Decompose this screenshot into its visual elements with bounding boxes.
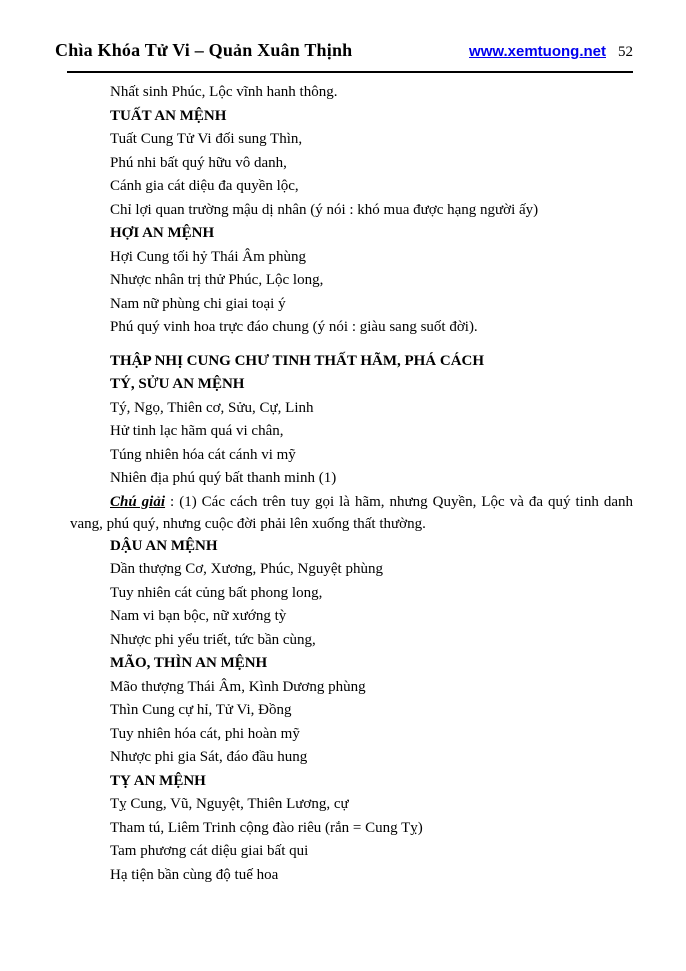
document-body — [70, 81, 633, 887]
verse-line: Tuất Cung Tử Vi đối sung Thìn, — [110, 131, 303, 147]
verse-line: Tam phương cát diệu giai bất qui — [110, 843, 309, 859]
note-paragraph — [70, 491, 633, 535]
verse-line: Nhược nhân trị thử Phúc, Lộc long, — [110, 272, 324, 288]
verse-line: Mão thượng Thái Âm, Kình Dương phùng — [110, 678, 366, 695]
website-link[interactable]: www.xemtuong.net — [469, 43, 606, 60]
verse-line: Hử tinh lạc hãm quá vi chân, — [110, 423, 284, 439]
verse-line: Nam vi bạn bộc, nữ xướng tỳ — [110, 608, 287, 624]
verse-line: Phú nhi bất quý hữu vô danh, — [110, 154, 287, 171]
book-title: Chìa Khóa Tử Vi – Quản Xuân Thịnh — [55, 40, 353, 60]
verse-line: Hợi Cung tối hỷ Thái Âm phùng — [110, 248, 306, 265]
section-heading: TỴ AN MỆNH — [110, 772, 206, 789]
verse-line: Thìn Cung cự hỉ, Tử Vi, Đồng — [110, 702, 292, 718]
verse-line: Cánh gia cát diệu đa quyền lộc, — [110, 178, 299, 194]
header-right — [469, 43, 633, 61]
verse-line: Chỉ lợi quan trường mậu dị nhân (ý nói : khó mua được hạng người ấy) — [110, 201, 539, 218]
section-heading: TÝ, SỬU AN MỆNH — [110, 376, 245, 392]
section-heading: THẬP NHỊ CUNG CHƯ TINH THẤT HÃM, PHÁ CÁCH — [110, 352, 485, 369]
section-heading: MÃO, THÌN AN MỆNH — [110, 655, 268, 671]
verse-line: Túng nhiên hóa cát cánh vi mỹ — [110, 446, 296, 463]
verse-line: Nhiên địa phú quý bất thanh minh (1) — [110, 470, 337, 486]
verse-line: Tuy nhiên hóa cát, phi hoàn mỹ — [110, 725, 300, 742]
section-heading: HỢI AN MỆNH — [110, 225, 215, 241]
section-heading: DẬU AN MỆNH — [110, 537, 218, 554]
section-heading: TUẤT AN MỆNH — [110, 107, 227, 124]
header-divider — [67, 71, 633, 73]
verse-line: Dần thượng Cơ, Xương, Phúc, Nguyệt phùng — [110, 561, 383, 577]
verse-line: Tham tú, Liêm Trinh cộng đào riêu (rắn = Cung Tỵ) — [110, 819, 423, 836]
verse-line: Tuy nhiên cát củng bất phong long, — [110, 584, 323, 601]
verse-line: Nhất sinh Phúc, Lộc vĩnh hanh thông. — [110, 84, 338, 100]
verse-line: Nhược phi yểu triết, tức bần cùng, — [110, 631, 316, 648]
note-label: Chú giải — [110, 493, 166, 510]
page-number: 52 — [618, 44, 633, 60]
verse-line: Tý, Ngọ, Thiên cơ, Sửu, Cự, Linh — [110, 399, 314, 416]
verse-line: Nam nữ phùng chi giai toại ý — [110, 295, 286, 312]
note-text: : (1) Các cách trên tuy gọi là hãm, nhưng Quyền, Lộc và đa quý tinh danh vang, phú quý, nhưng cuộc đời phải lên xuống thất thường. — [70, 493, 633, 532]
verse-line: Tỵ Cung, Vũ, Nguyệt, Thiên Lương, cự — [110, 796, 349, 812]
verse-line: Nhược phi gia Sát, đáo đầu hung — [110, 749, 308, 765]
verse-line: Phú quý vinh hoa trực đáo chung (ý nói : giàu sang suốt đời). — [110, 319, 478, 335]
verse-line: Hạ tiện bần cùng độ tuế hoa — [110, 866, 279, 883]
page-header — [55, 40, 633, 61]
